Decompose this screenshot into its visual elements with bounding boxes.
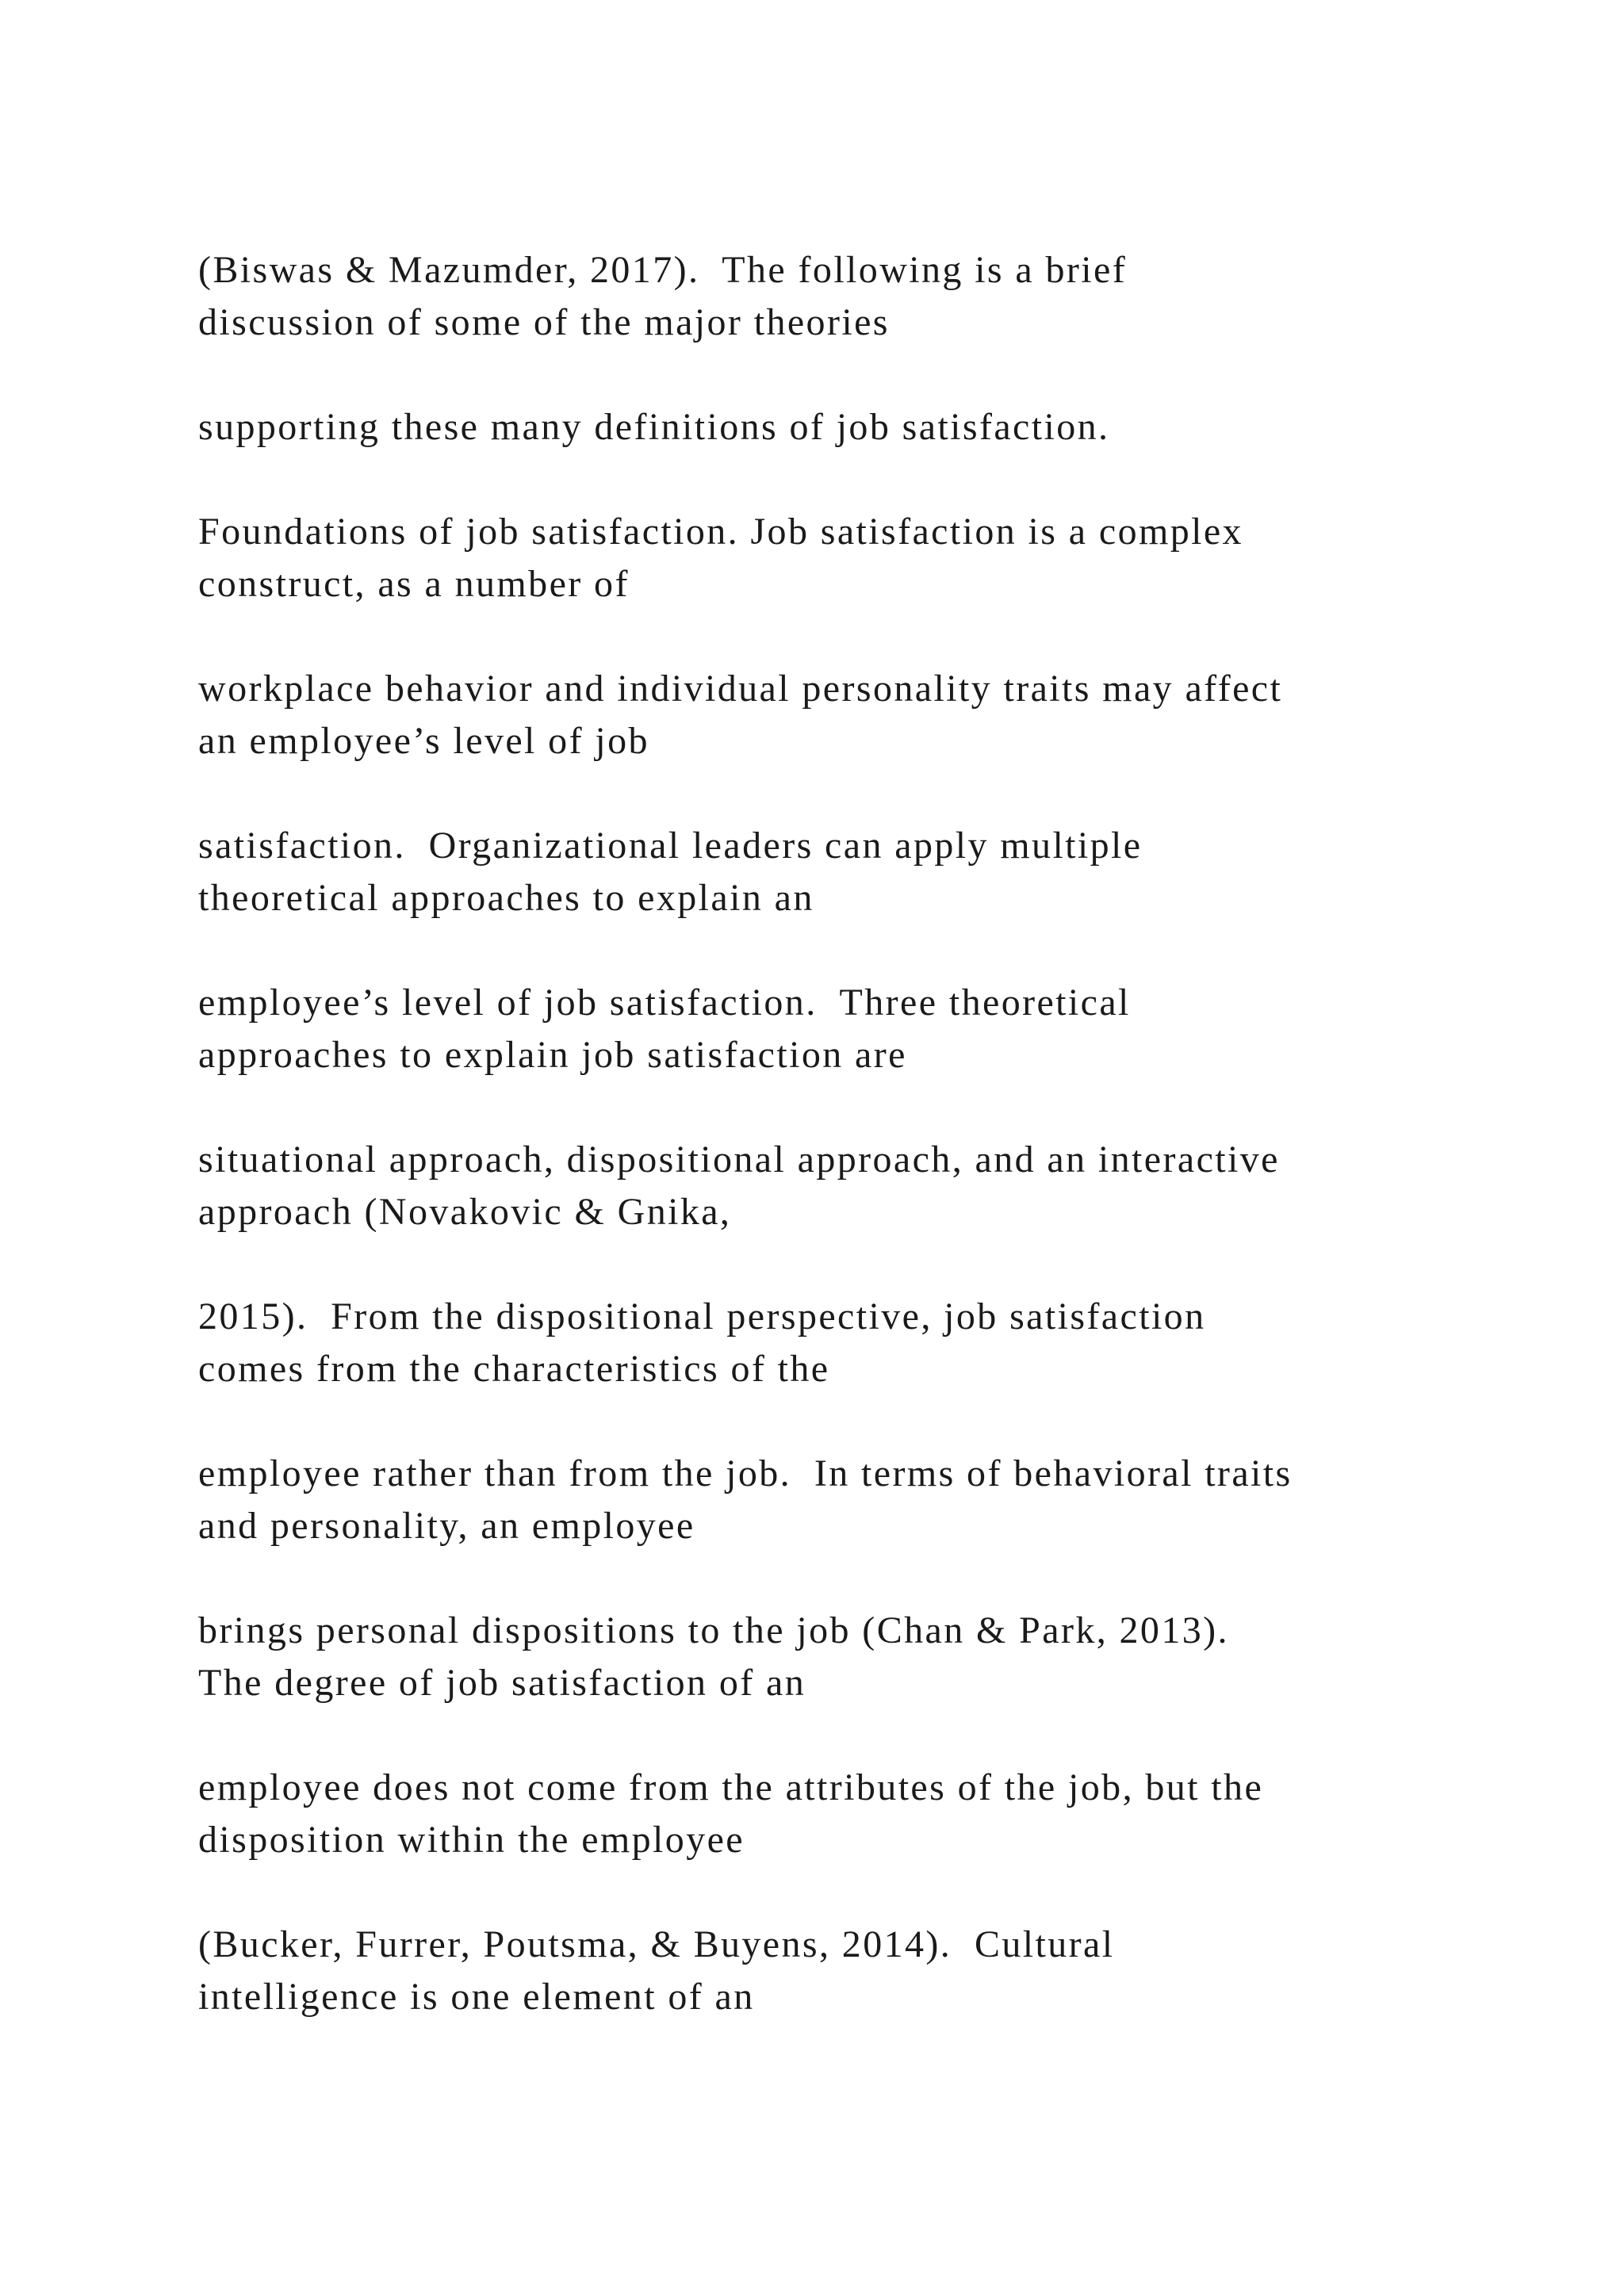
text-line: discussion of some of the major theories: [198, 301, 890, 343]
text-line: disposition within the employee: [198, 1819, 745, 1861]
text-line: an employee’s level of job: [198, 720, 649, 762]
text-line: employee does not come from the attributes of the job, but the: [198, 1766, 1264, 1808]
text-line: The degree of job satisfaction of an: [198, 1662, 806, 1704]
text-line: 2015). From the dispositional perspective, job satisfaction: [198, 1295, 1206, 1337]
text-line: satisfaction. Organizational leaders can apply multiple: [198, 825, 1143, 867]
paragraph: [198, 506, 1546, 610]
text-line: employee rather than from the job. In terms of behavioral traits: [198, 1452, 1293, 1494]
text-line: (Bucker, Furrer, Poutsma, & Buyens, 2014). Cultural: [198, 1923, 1115, 1965]
paragraph: [198, 244, 1546, 349]
text-line: employee’s level of job satisfaction. Three theoretical: [198, 982, 1131, 1024]
text-line: supporting these many definitions of job satisfaction.: [198, 406, 1110, 448]
paragraph: [198, 820, 1546, 924]
text-line: situational approach, dispositional approach, and an interactive: [198, 1138, 1280, 1181]
paragraph: [198, 1134, 1546, 1238]
text-line: comes from the characteristics of the: [198, 1348, 830, 1390]
text-line: and personality, an employee: [198, 1505, 695, 1547]
paragraph: [198, 401, 1546, 453]
paragraph: [198, 1291, 1546, 1395]
paragraph: [198, 1605, 1546, 1709]
text-line: approach (Novakovic & Gnika,: [198, 1191, 732, 1233]
text-line: brings personal dispositions to the job (Chan & Park, 2013).: [198, 1609, 1229, 1651]
text-line: construct, as a number of: [198, 563, 630, 605]
text-line: theoretical approaches to explain an: [198, 877, 814, 919]
text-line: (Biswas & Mazumder, 2017). The following is a brief: [198, 249, 1128, 291]
text-line: Foundations of job satisfaction. Job satisfaction is a complex: [198, 511, 1243, 553]
text-line: approaches to explain job satisfaction are: [198, 1034, 907, 1076]
paragraph: [198, 1919, 1546, 2023]
document-body: [198, 244, 1546, 2076]
text-line: intelligence is one element of an: [198, 1976, 755, 2018]
paragraph: [198, 1762, 1546, 1866]
paragraph: [198, 1448, 1546, 1552]
text-line: workplace behavior and individual personality traits may affect: [198, 668, 1283, 710]
paragraph: [198, 977, 1546, 1081]
paragraph: [198, 663, 1546, 767]
